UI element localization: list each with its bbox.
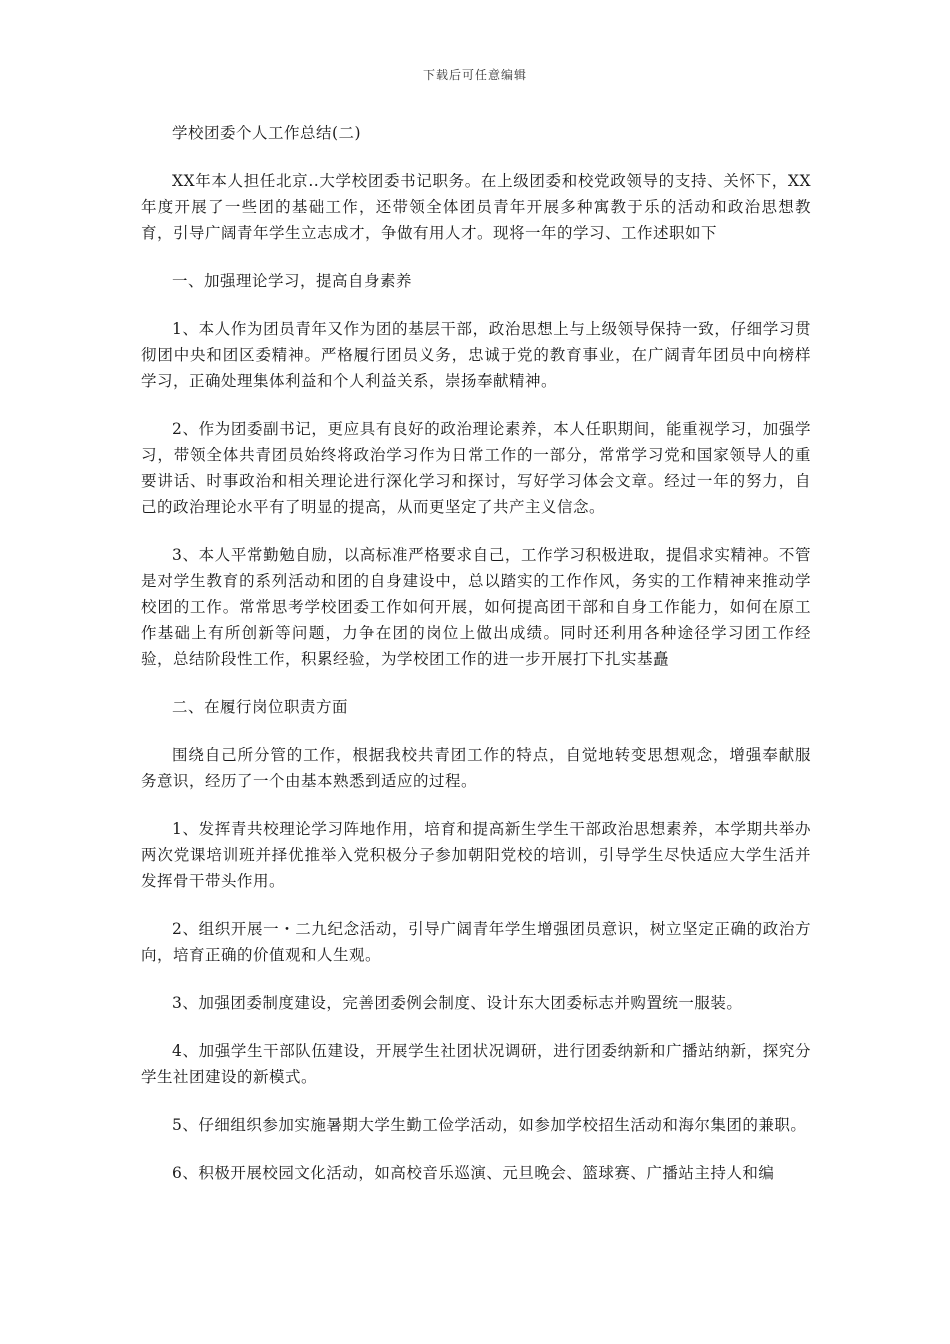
paragraph: 3、加强团委制度建设，完善团委例会制度、设计东大团委标志并购置统一服装。 — [172, 994, 743, 1012]
paragraph: 4、加强学生干部队伍建设，开展学生社团状况调研，进行团委纳新和广播站纳新，探究分学生社团建设的新模式。 — [141, 1042, 811, 1086]
paragraph: 6、积极开展校园文化活动，如高校音乐巡演、元旦晚会、篮球赛、广播站主持人和编 — [172, 1164, 775, 1182]
paragraph: 5、仔细组织参加实施暑期大学生勤工俭学活动，如参加学校招生活动和海尔集团的兼职。 — [172, 1116, 807, 1134]
header-note: 下载后可任意编辑 — [422, 68, 527, 82]
paragraph: 1、发挥青共校理论学习阵地作用，培育和提高新生学生干部政治思想素养，本学期共举办两次党课培训班并择优推举入党积极分子参加朝阳党校的培训，引导学生尽快适应大学生活并发挥骨干带头作用。 — [141, 820, 811, 890]
paragraph: 围绕自己所分管的工作，根据我校共青团工作的特点，自觉地转变思想观念，增强奉献服务意识，经历了一个由基本熟悉到适应的过程。 — [141, 746, 811, 790]
paragraph: 1、本人作为团员青年又作为团的基层干部，政治思想上与上级领导保持一致，仔细学习贯彻团中央和团区委精神。严格履行团员义务，忠诚于党的教育事业，在广阔青年团员中向榜样学习，正确处理集体利益和个人利益关系，崇扬奉献精神。 — [141, 320, 811, 390]
intro-paragraph: XX年本人担任北京..大学校团委书记职务。在上级团委和校党政领导的支持、关怀下，XX年度开展了一些团的基础工作，还带领全体团员青年开展多种寓教于乐的活动和政治思想教育，引导广阔青年学生立志成才，争做有用人才。现将一年的学习、工作述职如下 — [141, 172, 811, 242]
section-heading-1: 一、加强理论学习，提高自身素养 — [172, 272, 413, 290]
document-title: 学校团委个人工作总结(二) — [172, 124, 362, 142]
paragraph: 3、本人平常勤勉自励，以高标准严格要求自己，工作学习积极进取，提倡求实精神。不管是对学生教育的系列活动和团的自身建设中，总以踏实的工作作风，务实的工作精神来推动学校团的工作。常常思考学校团委工作如何开展，如何提高团干部和自身工作能力，如何在原工作基础上有所创新等问题，力争在团的岗位上做出成绩。同时还利用各种途径学习团工作经验，总结阶段性工作，积累经验，为学校团工作的进一步开展打下扎实基矗 — [141, 546, 811, 668]
paragraph: 2、组织开展一・二九纪念活动，引导广阔青年学生增强团员意识，树立坚定正确的政治方向，培育正确的价值观和人生观。 — [141, 920, 811, 964]
document-body — [141, 120, 811, 1186]
paragraph: 2、作为团委副书记，更应具有良好的政治理论素养，本人任职期间，能重视学习，加强学习，带领全体共青团员始终将政治学习作为日常工作的一部分，常常学习党和国家领导人的重要讲话、时事政治和相关理论进行深化学习和探讨，写好学习体会文章。经过一年的努力，自己的政治理论水平有了明显的提高，从而更坚定了共产主义信念。 — [141, 420, 811, 516]
section-heading-2: 二、在履行岗位职责方面 — [172, 698, 349, 716]
